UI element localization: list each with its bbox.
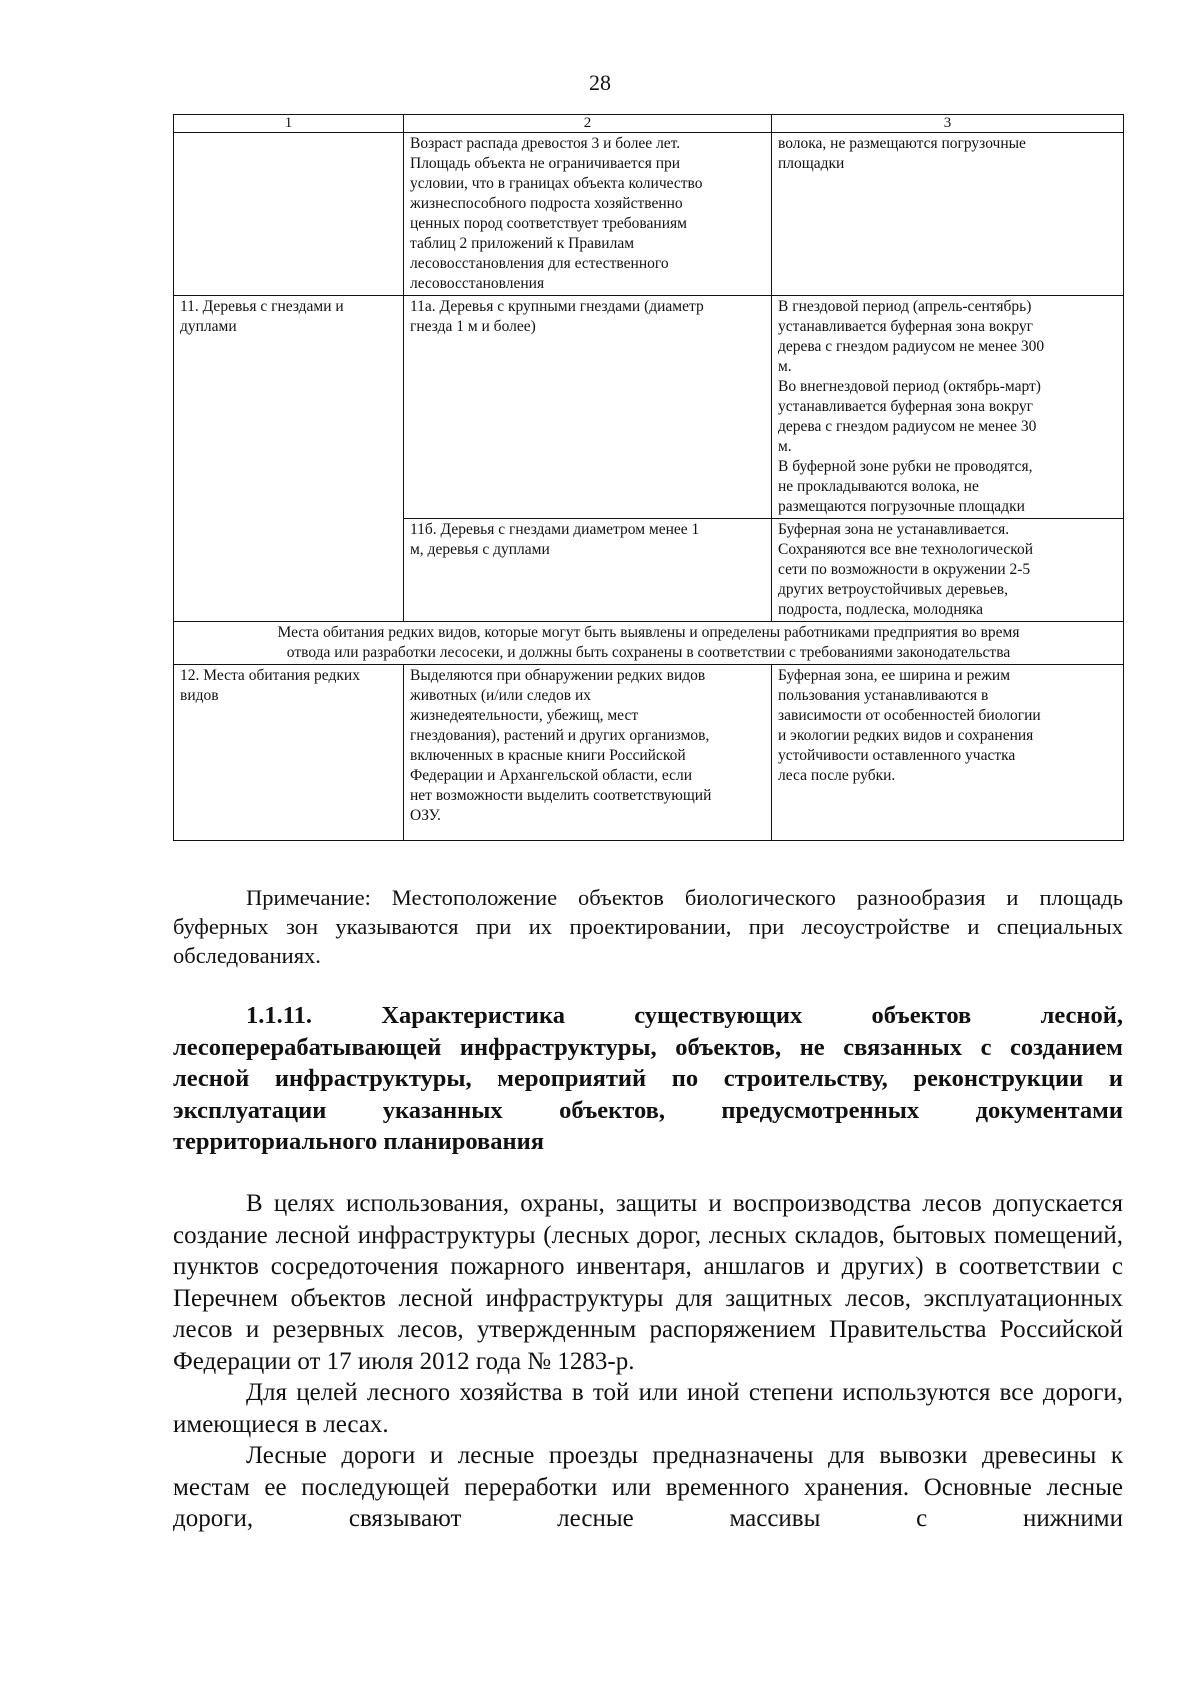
- table-header-cell: 1: [174, 115, 404, 133]
- table-header-cell: 2: [404, 115, 772, 133]
- biodiversity-objects-table: [173, 114, 1124, 841]
- paragraph: В целях использования, охраны, защиты и воспроизводства лесов допускается создание лесной инфраструктуры (лесных дорог, лесных складов, бытовых помещений, пунктов сосредоточения пожарного инвентаря, аншлагов и других) в соответствии с Перечнем объектов лесной инфраструктуры для защитных лесов, эксплуатационных лесов и резервных лесов, утвержденным распоряжением Правительства Российской Федерации от 17 июля 2012 года № 1283-р.: [173, 1190, 1123, 1375]
- table-cell-measures: В гнездовой период (апрель-сентябрь) устанавливается буферная зона вокруг дерева с гнездом радиусом не менее 300 м. Во внегнездовой период (октябрь-март) устанавливается буферная зона вокруг дерева с гнездом радиусом не менее 30 м. В буферной зоне рубки не проводятся, не прокладываются волока, не размещаются погрузочные площадки: [772, 296, 1124, 519]
- paragraph: Лесные дороги и лесные проезды предназначены для вывозки древесины к местам ее последующей переработки или временного хранения. Основные лесные дороги, связывают лесные массивы с нижними: [173, 1442, 1123, 1532]
- section-heading: 1.1.11. Характеристика существующих объектов лесной, лесоперерабатывающей инфраструктуры, объектов, не связанных с созданием лесной инфраструктуры, мероприятий по строительству, реконструкции и эксплуатации указанных объектов, предусмотренных документами территориального планирования: [173, 1002, 1123, 1155]
- table-cell-criteria: Возраст распада древостоя 3 и более лет. Площадь объекта не ограничивается при условии, что в границах объекта количество жизнеспособного подроста хозяйственно ценных пород соответствует требованиям таблиц 2 приложений к Правилам лесовосстановления для естественного лесовосстановления: [404, 133, 772, 296]
- table-header-cell: 3: [772, 115, 1124, 133]
- table-cell-measures: Буферная зона не устанавливается. Сохраняются все вне технологической сети по возможности в окружении 2-5 других ветроустойчивых деревьев, подроста, подлеска, молодняка: [772, 519, 1124, 622]
- page-number: 28: [589, 70, 611, 95]
- table-note: Примечание: Местоположение объектов биологического разнообразия и площадь буферных зон указываются при их проектировании, при лесоустройстве и специальных обследованиях.: [173, 885, 1123, 968]
- paragraph: Для целей лесного хозяйства в той или иной степени используются все дороги, имеющиеся в лесах.: [173, 1379, 1123, 1438]
- table-cell-object: 11. Деревья с гнездами и дуплами: [174, 296, 404, 622]
- table-cell-criteria: Выделяются при обнаружении редких видов животных (и/или следов их жизнедеятельности, убежищ, мест гнездования), растений и других организмов, включенных в красные книги Российской Федерации и Архангельской области, если нет возможности выделить соответствующий ОЗУ.: [404, 665, 772, 841]
- table-cell-measures: Буферная зона, ее ширина и режим пользования устанавливаются в зависимости от особенностей биологии и экологии редких видов и сохранения устойчивости оставленного участка леса после рубки.: [772, 665, 1124, 841]
- table-row: [174, 296, 1124, 519]
- table-header-row: [174, 115, 1124, 133]
- table-section-row: [174, 622, 1124, 665]
- table-row: [174, 133, 1124, 296]
- table-section-caption: Места обитания редких видов, которые могут быть выявлены и определены работниками предприятия во время отвода или разработки лесосеки, и должны быть сохранены в соответствии с требованиями законодательства: [174, 622, 1124, 665]
- table-cell-object: 12. Места обитания редких видов: [174, 665, 404, 841]
- table-cell-criteria: 11б. Деревья с гнездами диаметром менее 1 м, деревья с дуплами: [404, 519, 772, 622]
- table-row: [174, 665, 1124, 841]
- body-text: [173, 1188, 1123, 1535]
- table-cell-measures: волока, не размещаются погрузочные площадки: [772, 133, 1124, 296]
- table-cell-criteria: 11а. Деревья с крупными гнездами (диаметр гнезда 1 м и более): [404, 296, 772, 519]
- table-cell-object: [174, 133, 404, 296]
